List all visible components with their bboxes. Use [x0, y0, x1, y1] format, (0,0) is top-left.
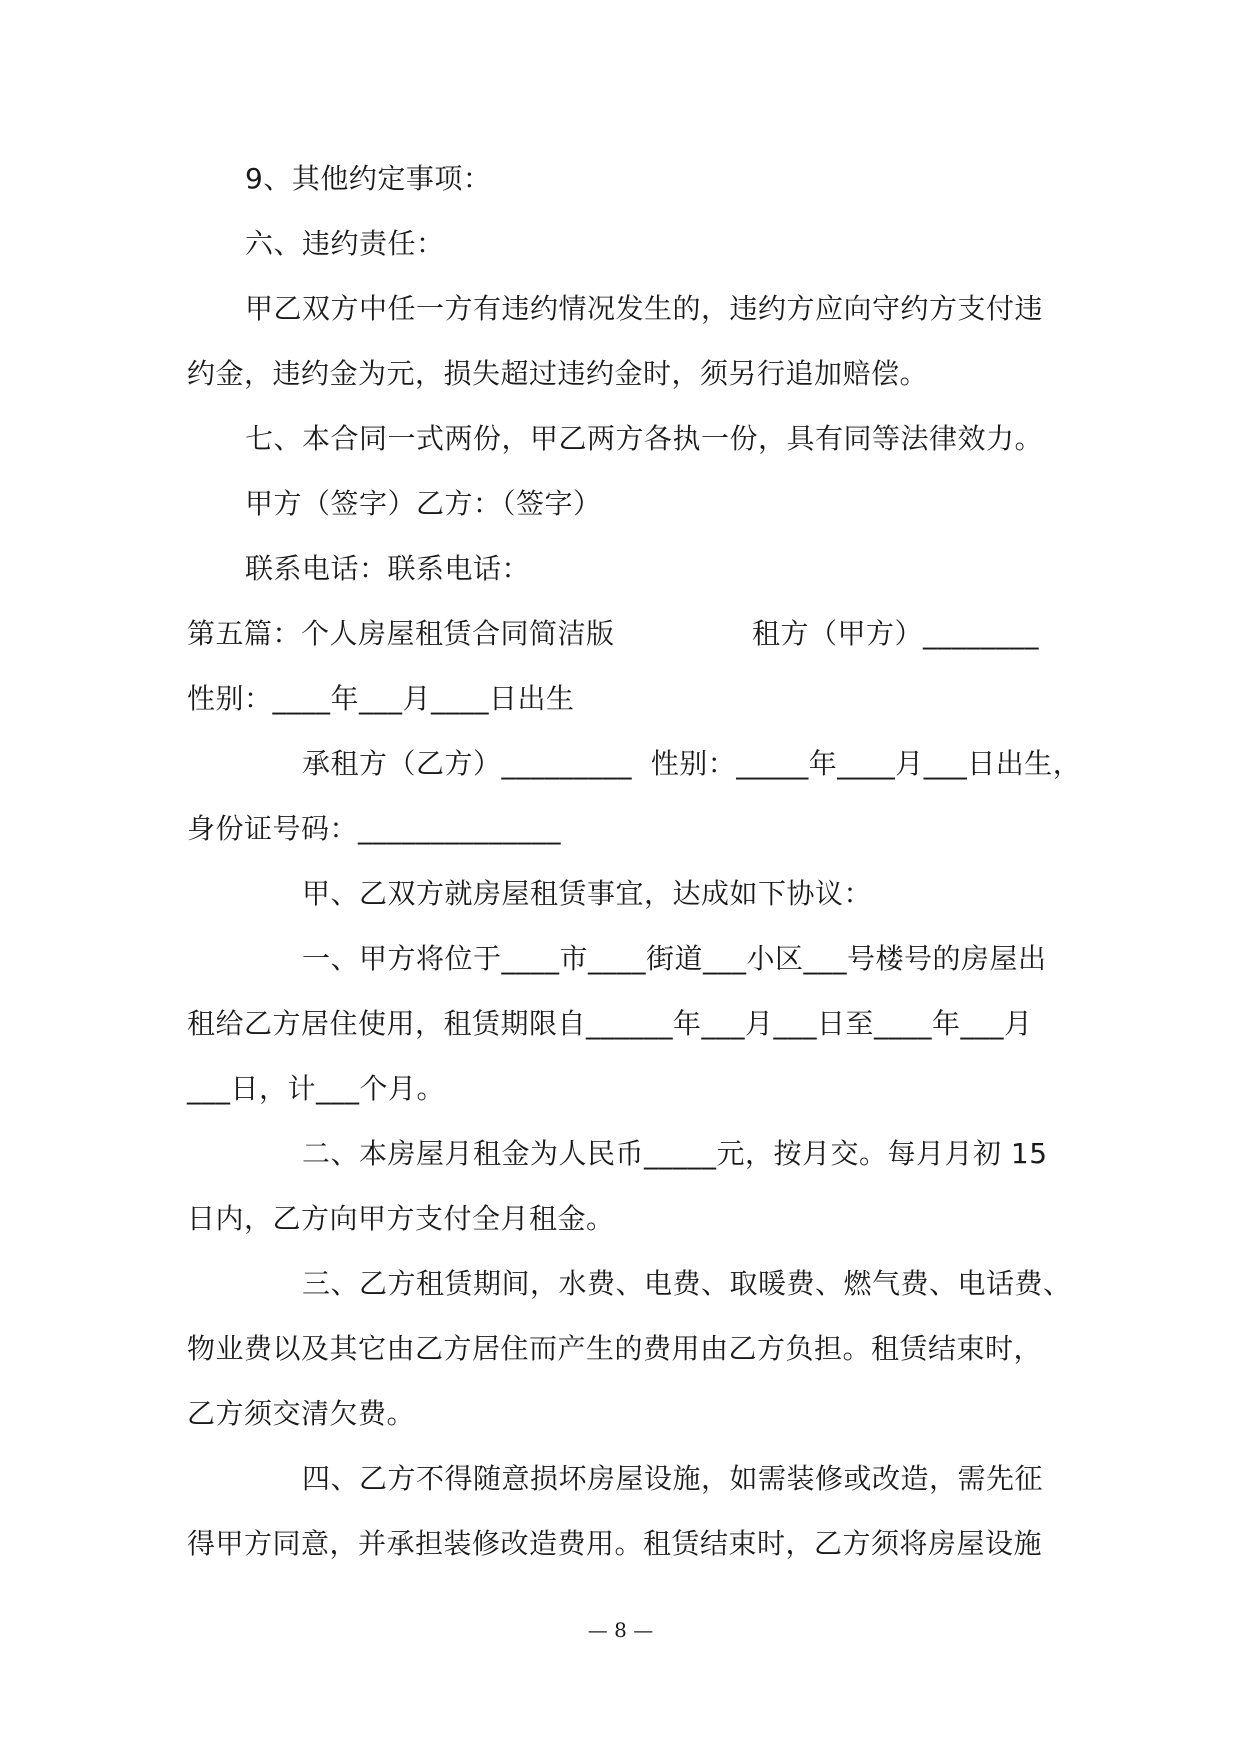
- lessee-party-b-field: 承租方（乙方）_________ 性别：_____年____月___日出生，: [302, 747, 1082, 780]
- breach-paragraph-line-2: 约金，违约金为元，损失超过违约金时，须另行追加赔偿。: [187, 357, 929, 390]
- clause-4-line-1: 四、乙方不得随意损坏房屋设施，如需装修或改造，需先征: [302, 1462, 1044, 1495]
- clause-3-line-2: 物业费以及其它由乙方居住而产生的费用由乙方负担。租赁结束时，: [187, 1332, 1043, 1365]
- clause-2-line-1: 二、本房屋月租金为人民币_____元，按月交。每月月初 15: [302, 1137, 1048, 1170]
- clause-1-line-1: 一、甲方将位于____市____街道___小区___号楼号的房屋出: [302, 942, 1047, 975]
- signature-line: 甲方（签字）乙方：（签字）: [245, 487, 602, 520]
- lessor-party-a-field: 租方（甲方）________: [752, 617, 1040, 650]
- clause-2-line-2: 日内，乙方向甲方支付全月租金。: [187, 1202, 615, 1235]
- clause-1-line-2: 租给乙方居住使用，租赁期限自______年___月___日至____年___月: [187, 1007, 1033, 1040]
- breach-paragraph-line-1: 甲乙双方中任一方有违约情况发生的，违约方应向守约方支付违: [245, 292, 1044, 325]
- contact-phone-line: 联系电话：联系电话：: [245, 552, 531, 585]
- section-7-copies: 七、本合同一式两份，甲乙两方各执一份，具有同等法律效力。: [245, 422, 1044, 455]
- clause-1-line-3: ___日，计___个月。: [187, 1072, 446, 1105]
- clause-3-line-1: 三、乙方租赁期间，水费、电费、取暖费、燃气费、电话费、: [302, 1267, 1072, 1300]
- clause-3-line-3: 乙方须交清欠费。: [187, 1397, 416, 1430]
- agreement-intro: 甲、乙双方就房屋租赁事宜，达成如下协议：: [302, 877, 873, 910]
- id-number-field: 身份证号码：______________: [187, 812, 562, 845]
- page-number: — 8 —: [587, 1618, 654, 1642]
- clause-4-line-2: 得甲方同意，并承担装修改造费用。租赁结束时，乙方须将房屋设施: [187, 1527, 1043, 1560]
- clause-9-other-matters: 9、其他约定事项：: [245, 162, 492, 195]
- chapter-5-title: 第五篇：个人房屋租赁合同简洁版: [187, 617, 615, 650]
- section-6-heading: 六、违约责任：: [245, 227, 445, 260]
- lessor-gender-birth-field: 性别：____年___月____日出生: [187, 682, 575, 715]
